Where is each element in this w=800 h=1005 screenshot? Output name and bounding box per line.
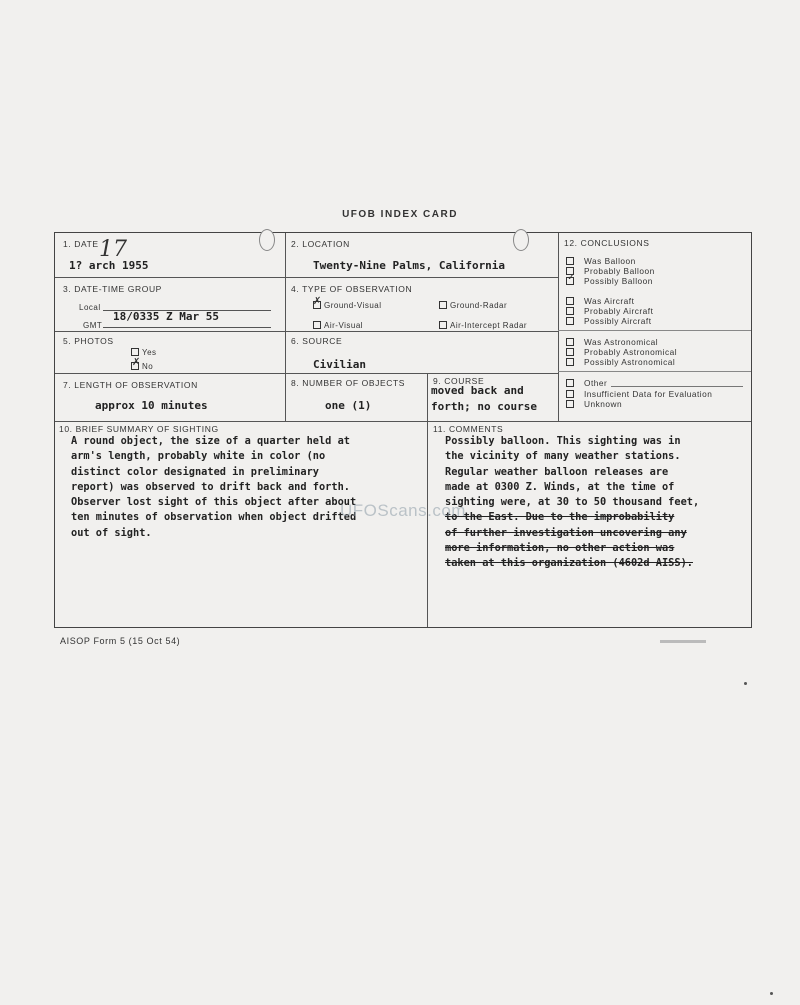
summary-line: ten minutes of observation when object drifted xyxy=(71,511,357,524)
conclusion-was-aircraft: Was Aircraft xyxy=(566,296,634,306)
conclusion-checkbox[interactable] xyxy=(566,348,574,356)
comments-line: more information, no other action was xyxy=(445,542,675,555)
comments-line: taken at this organization (4602d AISS). xyxy=(445,557,693,570)
air-visual-option: Air-Visual xyxy=(313,321,363,330)
conclusion-checkbox[interactable] xyxy=(566,317,574,325)
ground-visual-option: ✗ Ground-Visual xyxy=(313,296,382,310)
printer-mark xyxy=(660,640,706,643)
divider xyxy=(55,331,558,332)
conclusion-was-balloon: Was Balloon xyxy=(566,256,636,266)
divider xyxy=(427,373,428,627)
conclusion-checkbox[interactable] xyxy=(566,338,574,346)
length-label: 7. LENGTH OF OBSERVATION xyxy=(63,380,198,390)
date-value: 1? arch 1955 xyxy=(69,259,149,272)
number-of-objects-label: 8. NUMBER OF OBJECTS xyxy=(291,378,406,388)
date-handwritten: 17 xyxy=(99,237,127,262)
conclusions-divider xyxy=(558,371,751,372)
photos-no-checkbox[interactable]: ✗ xyxy=(132,357,141,368)
divider xyxy=(55,421,751,422)
gmt-label: GMT xyxy=(83,321,103,330)
comments-line: to the East. Due to the improbability xyxy=(445,511,675,524)
location-label: 2. LOCATION xyxy=(291,239,350,249)
speck xyxy=(770,992,773,995)
length-value: approx 10 minutes xyxy=(95,399,208,412)
air-intercept-radar-checkbox[interactable] xyxy=(439,321,447,329)
index-card xyxy=(54,232,752,628)
summary-text xyxy=(71,434,356,541)
divider xyxy=(558,233,559,421)
course-line-2: forth; no course xyxy=(431,400,537,413)
divider xyxy=(285,233,286,421)
conclusion-checkbox[interactable] xyxy=(566,379,574,387)
number-of-objects-value: one (1) xyxy=(325,399,372,412)
comments-line: the vicinity of many weather stations. xyxy=(445,450,681,463)
photos-yes-checkbox[interactable] xyxy=(131,348,139,356)
summary-line: arm's length, probably white in color (no xyxy=(71,450,326,463)
summary-line: Observer lost sight of this object after about xyxy=(71,496,357,509)
conclusion-checkbox[interactable] xyxy=(566,297,574,305)
conclusion-possibly-aircraft: Possibly Aircraft xyxy=(566,316,652,326)
location-value: Twenty-Nine Palms, California xyxy=(313,259,506,272)
other-underline xyxy=(611,386,743,387)
conclusion-probably-aircraft: Probably Aircraft xyxy=(566,306,653,316)
date-time-group-label: 3. DATE-TIME GROUP xyxy=(63,284,162,294)
conclusion-checkbox[interactable] xyxy=(566,390,574,398)
comments-line: of further investigation uncovering any xyxy=(445,526,687,539)
comments-line: made at 0300 Z. Winds, at the time of xyxy=(445,480,675,493)
conclusion-probably-astronomical: Probably Astronomical xyxy=(566,347,677,357)
date-label: 1. DATE xyxy=(63,239,99,249)
conclusion-other: Other xyxy=(566,378,607,388)
divider xyxy=(55,277,558,278)
conclusion-checkbox[interactable] xyxy=(566,400,574,408)
gmt-underline xyxy=(103,327,271,328)
watermark: UFOScans.com xyxy=(340,501,466,520)
conclusion-was-astronomical: Was Astronomical xyxy=(566,337,658,347)
gmt-value: 18/0335 Z Mar 55 xyxy=(113,310,219,323)
conclusion-unknown: Unknown xyxy=(566,399,622,409)
conclusion-insufficient-data: Insufficient Data for Evaluation xyxy=(566,389,712,399)
conclusion-checkbox[interactable] xyxy=(566,358,574,366)
comments-line: sighting were, at 30 to 50 thousand feet, xyxy=(445,496,700,509)
conclusion-possibly-astronomical: Possibly Astronomical xyxy=(566,357,675,367)
summary-line: out of sight. xyxy=(71,526,152,539)
observation-type-label: 4. TYPE OF OBSERVATION xyxy=(291,284,413,294)
conclusions-divider xyxy=(558,330,751,331)
summary-line: A round object, the size of a quarter held at xyxy=(71,435,350,447)
summary-label: 10. BRIEF SUMMARY OF SIGHTING xyxy=(59,424,219,434)
comments-text xyxy=(445,434,699,572)
binder-hole-right xyxy=(513,229,529,251)
photos-label: 5. PHOTOS xyxy=(63,336,114,346)
ground-radar-checkbox[interactable] xyxy=(439,301,447,309)
local-label: Local xyxy=(79,303,101,312)
divider xyxy=(55,373,558,374)
source-label: 6. SOURCE xyxy=(291,336,343,346)
comments-line: Regular weather balloon releases are xyxy=(445,465,669,478)
conclusion-probably-balloon: Probably Balloon xyxy=(566,266,655,276)
photos-yes-option: Yes xyxy=(131,348,157,357)
conclusion-checkbox[interactable] xyxy=(566,307,574,315)
source-value: Civilian xyxy=(313,358,366,371)
comments-label: 11. COMMENTS xyxy=(433,424,504,434)
binder-hole-left xyxy=(259,229,275,251)
summary-line: report) was observed to drift back and forth. xyxy=(71,480,350,493)
summary-line: distinct color designated in preliminary xyxy=(71,465,319,478)
conclusion-possibly-balloon: ✓ Possibly Balloon xyxy=(567,272,653,286)
course-line-1: moved back and xyxy=(431,384,524,397)
card-title: UFOB INDEX CARD xyxy=(342,209,458,220)
comments-line: Possibly balloon. This sighting was in xyxy=(445,435,681,447)
conclusion-checkbox-checked[interactable]: ✓ xyxy=(567,272,576,283)
conclusions-label: 12. CONCLUSIONS xyxy=(564,238,650,248)
ground-visual-checkbox[interactable]: ✗ xyxy=(313,296,322,307)
form-footer: AISOP Form 5 (15 Oct 54) xyxy=(60,636,181,646)
photos-no-option: ✗ No xyxy=(132,357,154,371)
course-label: 9. COURSE xyxy=(433,376,485,386)
conclusion-checkbox[interactable] xyxy=(566,257,574,265)
air-intercept-radar-option: Air-Intercept Radar xyxy=(439,321,527,330)
speck xyxy=(744,682,747,685)
air-visual-checkbox[interactable] xyxy=(313,321,321,329)
ground-radar-option: Ground-Radar xyxy=(439,301,507,310)
